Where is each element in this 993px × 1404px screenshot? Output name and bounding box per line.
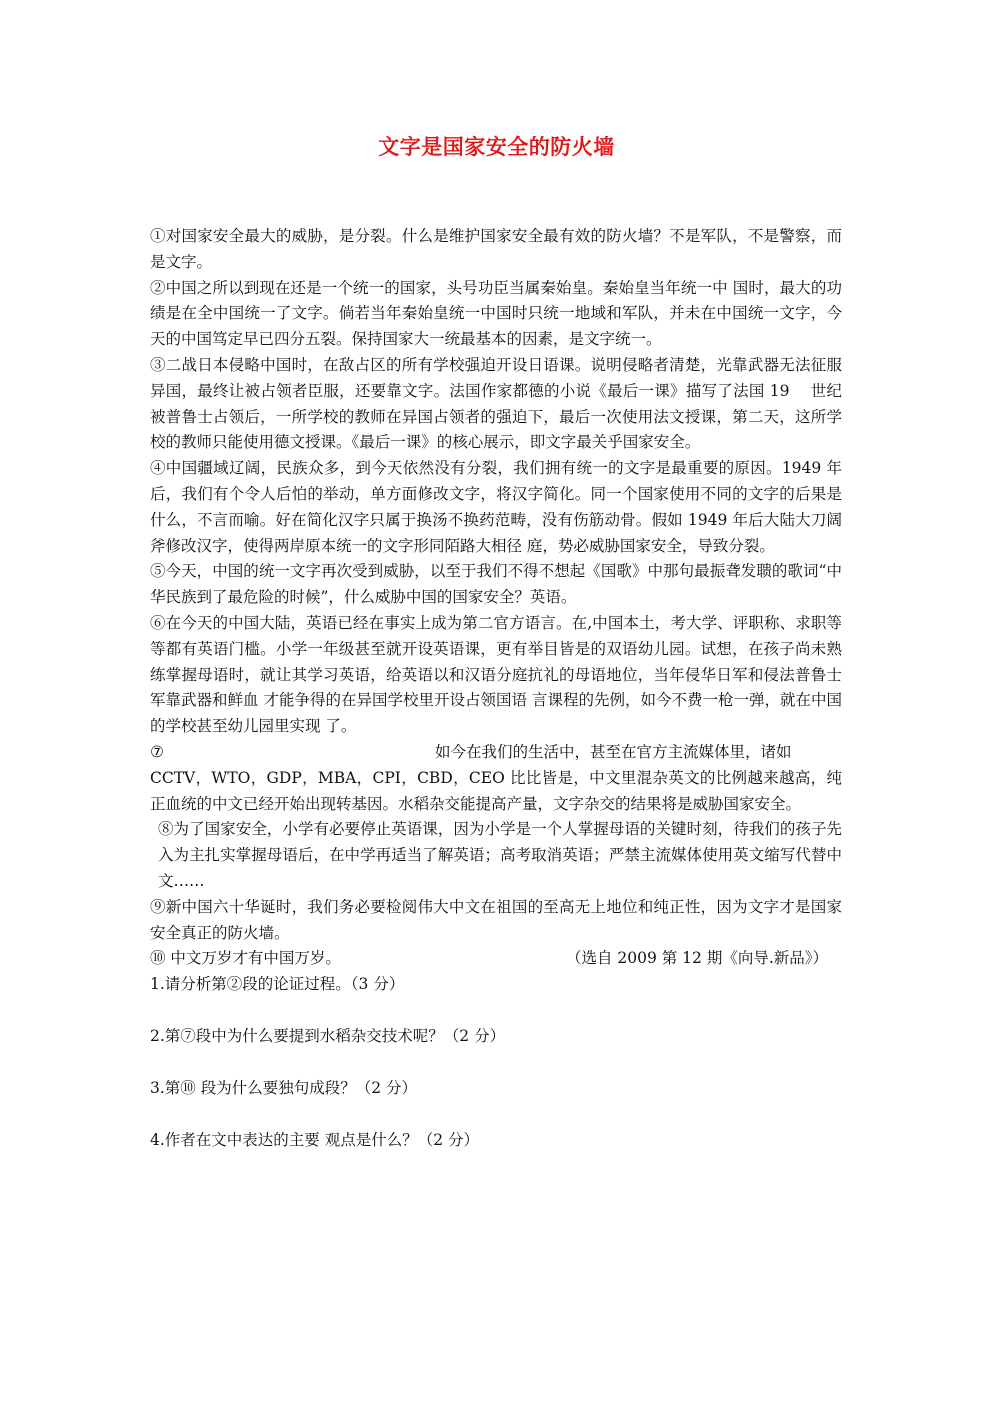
paragraph-3: ③二战日本侵略中国时，在敌占区的所有学校强迫开设日语课。说明侵略者清楚，光靠武器无法征服异国，最终让被占领者臣服，还要靠文字。法国作家都德的小说《最后一课》描写了法国 19 世纪被普鲁士占领后，一所学校的教师在异国占领者的强迫下，最后一次使用法文授课，第二天，这所学校的教师只能使用德文授课。《最后一课》的核心展示，即文字最关乎国家安全。 — [150, 355, 842, 452]
paragraph-10-line — [150, 946, 842, 972]
paragraph-4: ④中国疆域辽阔，民族众多，到今天依然没有分裂，我们拥有统一的文字是最重要的原因。1949 年后，我们有个令人后怕的举动，单方面修改文字，将汉字简化。同一个国家使用不同的文字的后果是什么，不言而喻。好在简化汉字只属于换汤不换药范畴，没有伤筋动骨。假如 1949 年后大陆大刀阔斧修改汉字，使得两岸原本统一的文字形同陌路大相径 庭，势必威胁国家安全，导致分裂。 — [150, 459, 842, 555]
paragraph-6: ⑥在今天的中国大陆，英语已经在事实上成为第二官方语言。在,中国本土，考大学、评职称、求职等等都有英语门槛。小学一年级甚至就开设英语课，更有举目皆是的双语幼儿园。试想，在孩子尚未熟练掌握母语时，就让其学习英语，给英语以和汉语分庭抗礼的母语地位，当年侵华日军和侵法普鲁士军靠武器和鲜血 才能争得的在异国学校里开设占领国语 言课程的先例，如今不费一枪一弹，就在中国的学校甚至幼儿园里实现 了。 — [150, 613, 842, 736]
paragraph-1: ①对国家安全最大的威胁，是分裂。什么是维护国家安全最有效的防火墙？不是军队，不是警察，而是文字。 — [150, 227, 842, 271]
paragraph-5: ⑤今天，中国的统一文字再次受到威胁，以至于我们不得不想起《国歌》中那句最振聋发聩的歌词“中华民族到了最危险的时候”，什么威胁中国的国家安全？英语。 — [150, 562, 842, 607]
question-3: 3.第⑩ 段为什么要独句成段？（2 分） — [150, 1078, 418, 1097]
paragraph-7-opening: 如今在我们的生活中，甚至在官方主流媒体里，诸如 — [435, 742, 792, 761]
paragraph-8: ⑧为了国家安全，小学有必要停止英语课，因为小学是一个人掌握母语的关键时刻，待我们的孩子先入为主扎实掌握母语后，在中学再适当了解英语；高考取消英语；严禁主流媒体使用英文缩写代替中文…… — [158, 820, 842, 890]
paragraph-10: ⑩ 中文万岁才有中国万岁。 — [150, 949, 341, 968]
paragraph-7: CCTV，WTO，GDP，MBA，CPI，CBD，CEO 比比皆是，中文里混杂英文的比例越来越高，纯正血统的中文已经开始出现转基因。水稻杂交能提高产量，文字杂交的结果将是威胁国家安全。 — [150, 768, 842, 813]
question-4: 4.作者在文中表达的主要 观点是什么？（2 分） — [150, 1130, 480, 1149]
article-body — [150, 224, 842, 1153]
paragraph-7-first-line — [150, 740, 842, 766]
source-citation: （选自 2009 第 12 期《向导.新品》） — [565, 949, 828, 968]
paragraph-9: ⑨新中国六十华诞时，我们务必要检阅伟大中文在祖国的至高无上地位和纯正性，因为文字才是国家安全真正的防火墙。 — [150, 897, 842, 942]
paragraph-2: ②中国之所以到现在还是一个统一的国家，头号功臣当属秦始皇。秦始皇当年统一中 国时，最大的功绩是在全中国统一了文字。倘若当年秦始皇统一中国时只统一地域和军队，并未在中国统一文字，今天的中国笃定早已四分五裂。保持国家大一统最基本的因素，是文字统一。 — [150, 278, 842, 349]
question-2: 2.第⑦段中为什么要提到水稻杂交技术呢？（2 分） — [150, 1026, 506, 1045]
question-1: 1.请分析第②段的论证过程。（3 分） — [150, 975, 405, 994]
paragraph-7-number: ⑦ — [150, 742, 164, 761]
document-title: 文字是国家安全的防火墙 — [378, 134, 615, 159]
